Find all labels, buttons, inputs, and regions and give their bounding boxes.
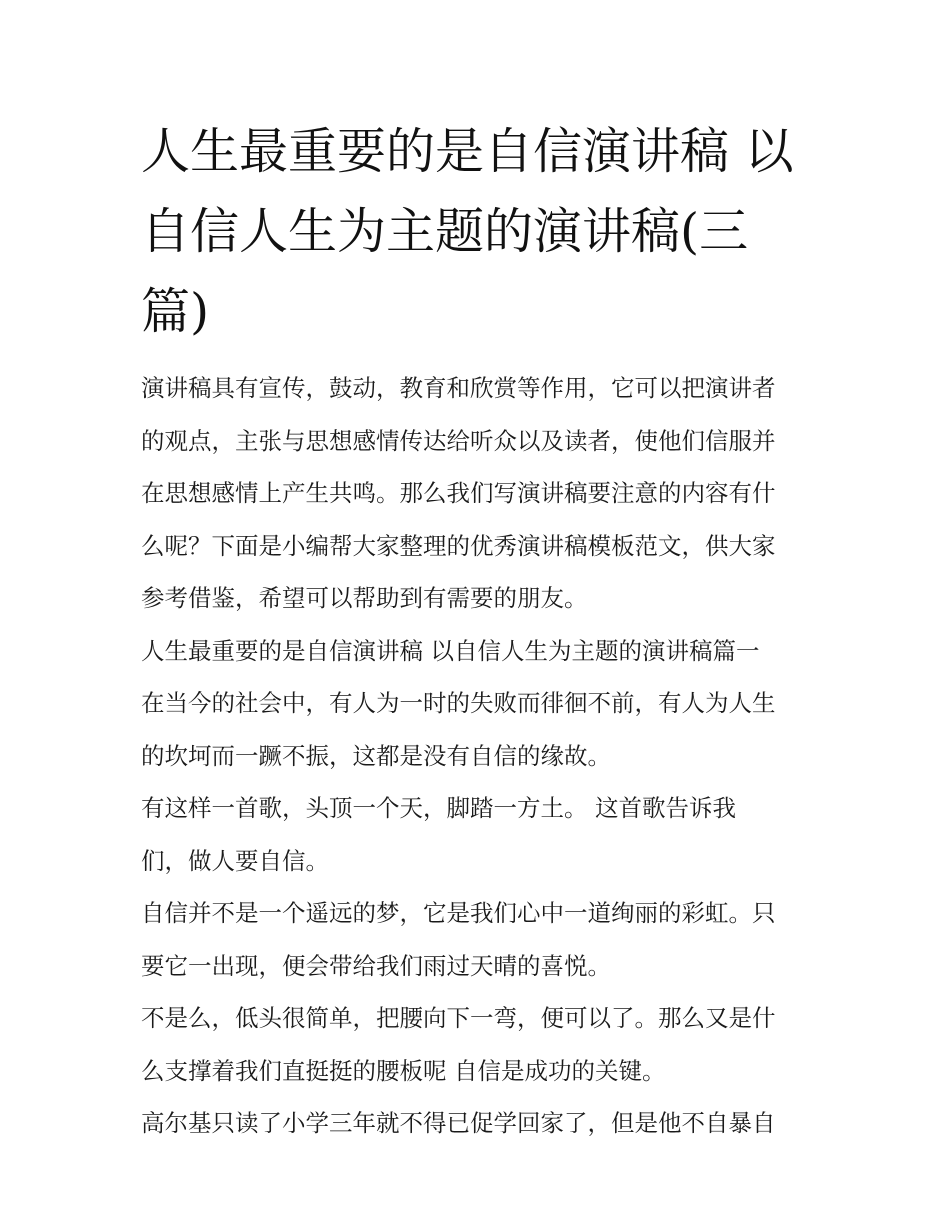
intro-paragraph [141, 362, 813, 625]
body-paragraph [141, 887, 813, 992]
text-line: 演讲稿具有宣传，鼓动，教育和欣赏等作用，它可以把演讲者 [141, 374, 776, 402]
section-heading [141, 625, 813, 678]
text-line: 有这样一首歌，头顶一个天，脚踏一方土。 这首歌告诉我 [141, 794, 736, 822]
text-line: 么呢？下面是小编帮大家整理的优秀演讲稿模板范文，供大家 [141, 531, 776, 560]
title-line: 篇) [141, 283, 210, 340]
title-line: 自信人生为主题的演讲稿(三 [141, 203, 749, 260]
text-line: 么支撑着我们直挺挺的腰板呢 自信是成功的关键。 [141, 1056, 666, 1085]
text-line: 的观点，主张与思想感情传达给听众以及读者，使他们信服并 [141, 426, 776, 455]
text-line: 的坎坷而一蹶不振，这都是没有自信的缘故。 [141, 741, 611, 770]
body-paragraph [141, 1097, 813, 1150]
document-title [141, 112, 813, 352]
title-line: 人生最重要的是自信演讲稿 以 [141, 123, 794, 180]
text-line: 参考借鉴，希望可以帮助到有需要的朋友。 [141, 584, 588, 612]
body-paragraph [141, 782, 813, 887]
text-line: 不是么，低头很简单，把腰向下一弯，便可以了。那么又是什 [141, 1004, 776, 1032]
text-line: 人生最重要的是自信演讲稿 以自信人生为主题的演讲稿篇一 [141, 636, 760, 665]
text-line: 在思想感情上产生共鸣。那么我们写演讲稿要注意的内容有什 [141, 479, 776, 507]
body-paragraph [141, 677, 813, 782]
text-line: 自信并不是一个遥远的梦，它是我们心中一道绚丽的彩虹。只 [141, 899, 776, 927]
document-body [141, 362, 813, 1150]
document-content [141, 112, 813, 1150]
text-line: 在当今的社会中，有人为一时的失败而徘徊不前，有人为人生 [141, 689, 776, 717]
body-paragraph [141, 992, 813, 1097]
text-line: 们，做人要自信。 [141, 846, 329, 875]
text-line: 高尔基只读了小学三年就不得已促学回家了，但是他不自暴自 [141, 1109, 776, 1137]
text-line: 要它一出现，便会带给我们雨过天晴的喜悦。 [141, 951, 611, 980]
